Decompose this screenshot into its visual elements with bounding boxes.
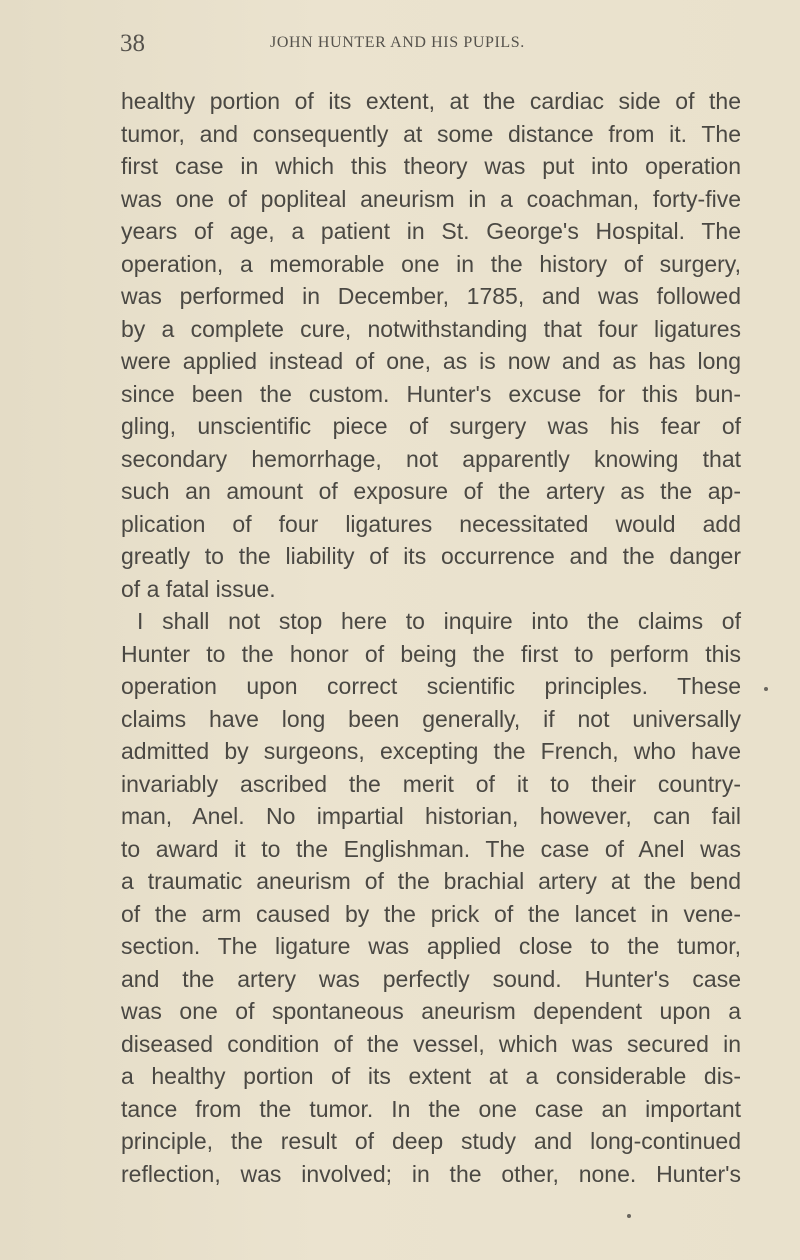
text-line: claims have long been generally, if not universally	[121, 705, 741, 732]
text-line: Hunter to the honor of being the first to perform this	[121, 640, 741, 667]
page-number: 38	[120, 30, 145, 57]
text-line: operation upon correct scientific principles. These	[121, 673, 741, 699]
text-line: since been the custom. Hunter's excuse for this bun-	[121, 380, 741, 407]
text-line: were applied instead of one, as is now and as has long	[121, 348, 741, 374]
text-line: tumor, and consequently at some distance from it. The	[121, 120, 741, 147]
text-line: and the artery was perfectly sound. Hunter's case	[121, 965, 741, 992]
text-line: diseased condition of the vessel, which was secured in	[121, 1030, 741, 1057]
text-line: greatly to the liability of its occurrence and the danger	[121, 543, 741, 569]
text-line: a healthy portion of its extent at a considerable dis-	[121, 1063, 741, 1089]
text-line: was one of popliteal aneurism in a coachman, forty-five	[121, 185, 741, 212]
text-line: operation, a memorable one in the history of surgery,	[121, 250, 741, 277]
text-line: to award it to the Englishman. The case of Anel was	[121, 835, 741, 862]
text-line: was one of spontaneous aneurism dependent upon a	[121, 998, 741, 1024]
paragraph-end-line: of a fatal issue.	[121, 575, 276, 602]
text-line: of the arm caused by the prick of the lancet in vene-	[121, 900, 741, 927]
ink-speck	[764, 687, 768, 691]
text-line: reflection, was involved; in the other, none. Hunter's	[121, 1160, 741, 1187]
text-line: invariably ascribed the merit of it to their country-	[121, 770, 741, 797]
ink-speck	[627, 1214, 631, 1218]
text-line: gling, unscientific piece of surgery was his fear of	[121, 413, 741, 439]
body-text	[121, 85, 741, 1190]
text-line: man, Anel. No impartial historian, however, can fail	[121, 803, 741, 829]
text-line: a traumatic aneurism of the brachial artery at the bend	[121, 868, 741, 894]
text-line: such an amount of exposure of the artery as the ap-	[121, 478, 741, 504]
text-line: years of age, a patient in St. George's Hospital. The	[121, 218, 741, 244]
text-line: admitted by surgeons, excepting the French, who have	[121, 738, 741, 764]
text-line: by a complete cure, notwithstanding that four ligatures	[121, 315, 741, 342]
page-header	[120, 30, 760, 70]
text-line: tance from the tumor. In the one case an important	[121, 1095, 741, 1122]
text-line: first case in which this theory was put into operation	[121, 153, 741, 179]
text-line: section. The ligature was applied close to the tumor,	[121, 933, 741, 959]
text-line: was performed in December, 1785, and was followed	[121, 283, 741, 309]
text-line: principle, the result of deep study and long-continued	[121, 1128, 741, 1154]
text-line: plication of four ligatures necessitated would add	[121, 510, 741, 537]
paragraph-start-line: I shall not stop here to inquire into the claims of	[137, 608, 741, 634]
text-line: healthy portion of its extent, at the cardiac side of the	[121, 88, 741, 114]
running-head: JOHN HUNTER AND HIS PUPILS.	[270, 34, 525, 51]
text-line: secondary hemorrhage, not apparently knowing that	[121, 445, 741, 472]
